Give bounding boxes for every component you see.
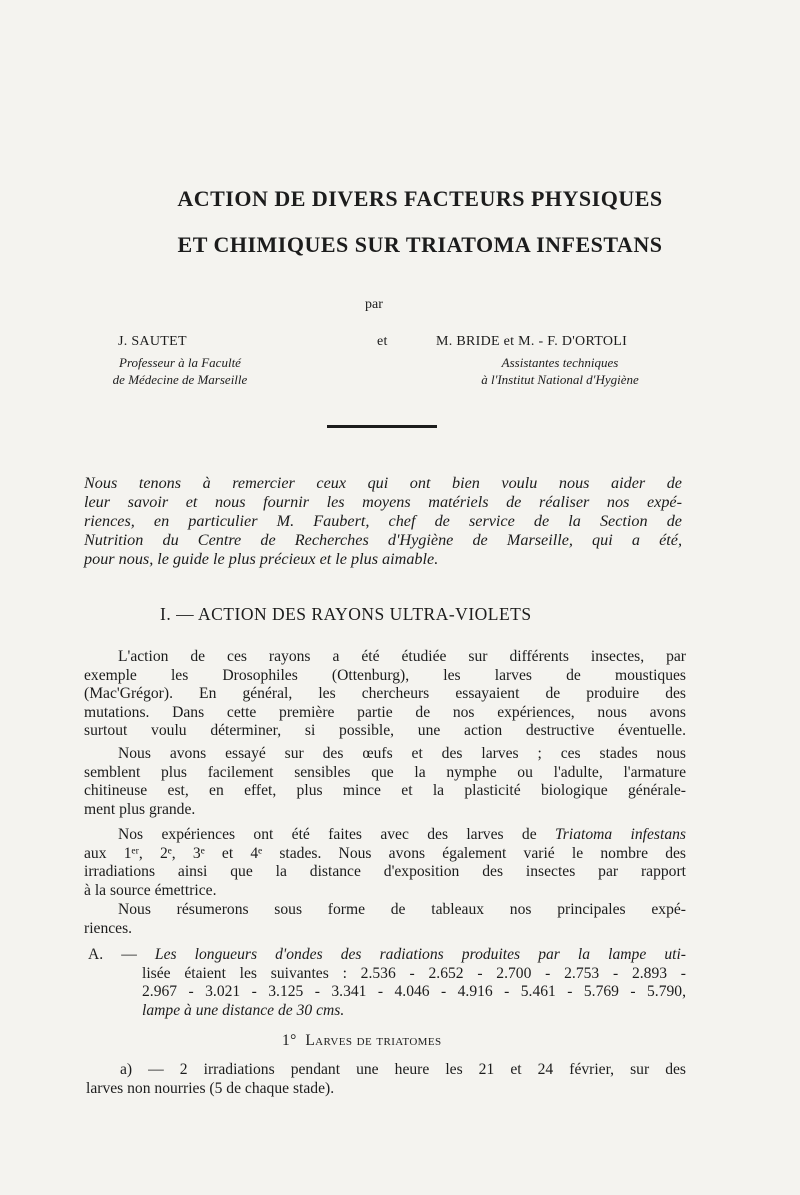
- affiliation-left-line-1: Professeur à la Faculté: [119, 355, 241, 370]
- acknowledgement: [84, 474, 682, 569]
- ack-line: riences, en particulier M. Faubert, chef de service de la Section de: [84, 512, 682, 530]
- species-name: Triatoma infestans: [555, 826, 686, 843]
- text-line: [88, 946, 686, 965]
- text-line: ment plus grande.: [84, 800, 196, 818]
- text-line: chitineuse est, en effet, plus mince et la plasticité biologique générale-: [84, 782, 686, 800]
- author-left: J. SAUTET: [118, 334, 187, 349]
- ack-line: Nutrition du Centre de Recherches d'Hygiène de Marseille, qui a été,: [84, 531, 682, 549]
- paragraph-a: [88, 946, 686, 1020]
- byline-et: et: [377, 334, 388, 349]
- section-heading: I. — ACTION DES RAYONS ULTRA-VIOLETS: [160, 604, 532, 624]
- affiliation-left: [80, 354, 280, 388]
- ack-line: leur savoir et nous fournir les moyens matériels de réaliser nos expé-: [84, 493, 682, 511]
- paragraph-2: [84, 745, 686, 819]
- subheading-text: Larves de triatomes: [305, 1032, 442, 1049]
- text-line: mutations. Dans cette première partie de nos expériences, nous avons: [84, 703, 686, 721]
- subheading: [282, 1032, 442, 1050]
- title-line-2: ET CHIMIQUES SUR TRIATOMA INFESTANS: [177, 232, 663, 257]
- text-line: à la source émettrice.: [84, 881, 217, 899]
- text-segment: lisée étaient les suivantes : 2.536 - 2.652 - 2.700 - 2.753 - 2.893 -: [142, 964, 686, 982]
- text-line: Nous résumerons sous forme de tableaux nos principales expé-: [118, 901, 686, 918]
- paragraph-4: [84, 901, 686, 938]
- affiliation-right-line-2: à l'Institut National d'Hygiène: [481, 372, 639, 387]
- text-line: semblent plus facilement sensibles que la nymphe ou l'adulte, l'armature: [84, 763, 686, 781]
- separator-rule: [327, 425, 437, 428]
- paragraph-a-small: [86, 1061, 686, 1098]
- item-label: A. —: [88, 946, 155, 963]
- text-segment: Nos expériences ont été faites avec des larves de: [118, 826, 555, 843]
- text-line: exemple les Drosophiles (Ottenburg), les larves de moustiques: [84, 666, 686, 684]
- text-line: L'action de ces rayons a été étudiée sur différents insectes, par: [118, 648, 686, 665]
- title-line-1: ACTION DE DIVERS FACTEURS PHYSIQUES: [177, 186, 663, 211]
- text-line: 2.967 - 3.021 - 3.125 - 3.341 - 4.046 - 4.916 - 5.461 - 5.769 - 5.790,: [142, 983, 686, 1001]
- author-right: M. BRIDE et M. - F. D'ORTOLI: [436, 334, 628, 349]
- text-line: lampe à une distance de 30 cms.: [142, 1001, 345, 1019]
- paragraph-3: [84, 826, 686, 900]
- text-line: [88, 965, 686, 984]
- affiliation-right: [440, 354, 680, 388]
- text-line: riences.: [84, 919, 133, 937]
- text-line: surtout voulu déterminer, si possible, une action destructive éventuelle.: [84, 722, 686, 740]
- affiliation-right-line-1: Assistantes techniques: [501, 355, 619, 370]
- ack-line: Nous tenons à remercier ceux qui ont bien voulu nous aider de: [84, 474, 682, 492]
- text-line: (Mac'Grégor). En général, les chercheurs essayaient de produire des: [84, 685, 686, 703]
- text-line: a) — 2 irradiations pendant une heure les 21 et 24 février, sur des: [120, 1061, 686, 1078]
- text-line: [84, 826, 686, 845]
- text-line: irradiations ainsi que la distance d'exposition des insectes par rapport: [84, 863, 686, 881]
- byline-par: par: [365, 297, 383, 312]
- text-line: aux 1ᵉʳ, 2ᵉ, 3ᵉ et 4ᵉ stades. Nous avons également varié le nombre des: [84, 844, 686, 862]
- ack-line: pour nous, le guide le plus précieux et le plus aimable.: [84, 550, 439, 568]
- text-segment: Les longueurs d'ondes des radiations produites par la lampe uti-: [154, 946, 686, 963]
- subheading-number: 1°: [282, 1032, 297, 1049]
- text-line: larves non nourries (5 de chaque stade).: [86, 1079, 335, 1097]
- text-line: Nous avons essayé sur des œufs et des larves ; ces stades nous: [118, 745, 686, 762]
- affiliation-left-line-2: de Médecine de Marseille: [112, 372, 248, 387]
- paragraph-1: [84, 648, 686, 741]
